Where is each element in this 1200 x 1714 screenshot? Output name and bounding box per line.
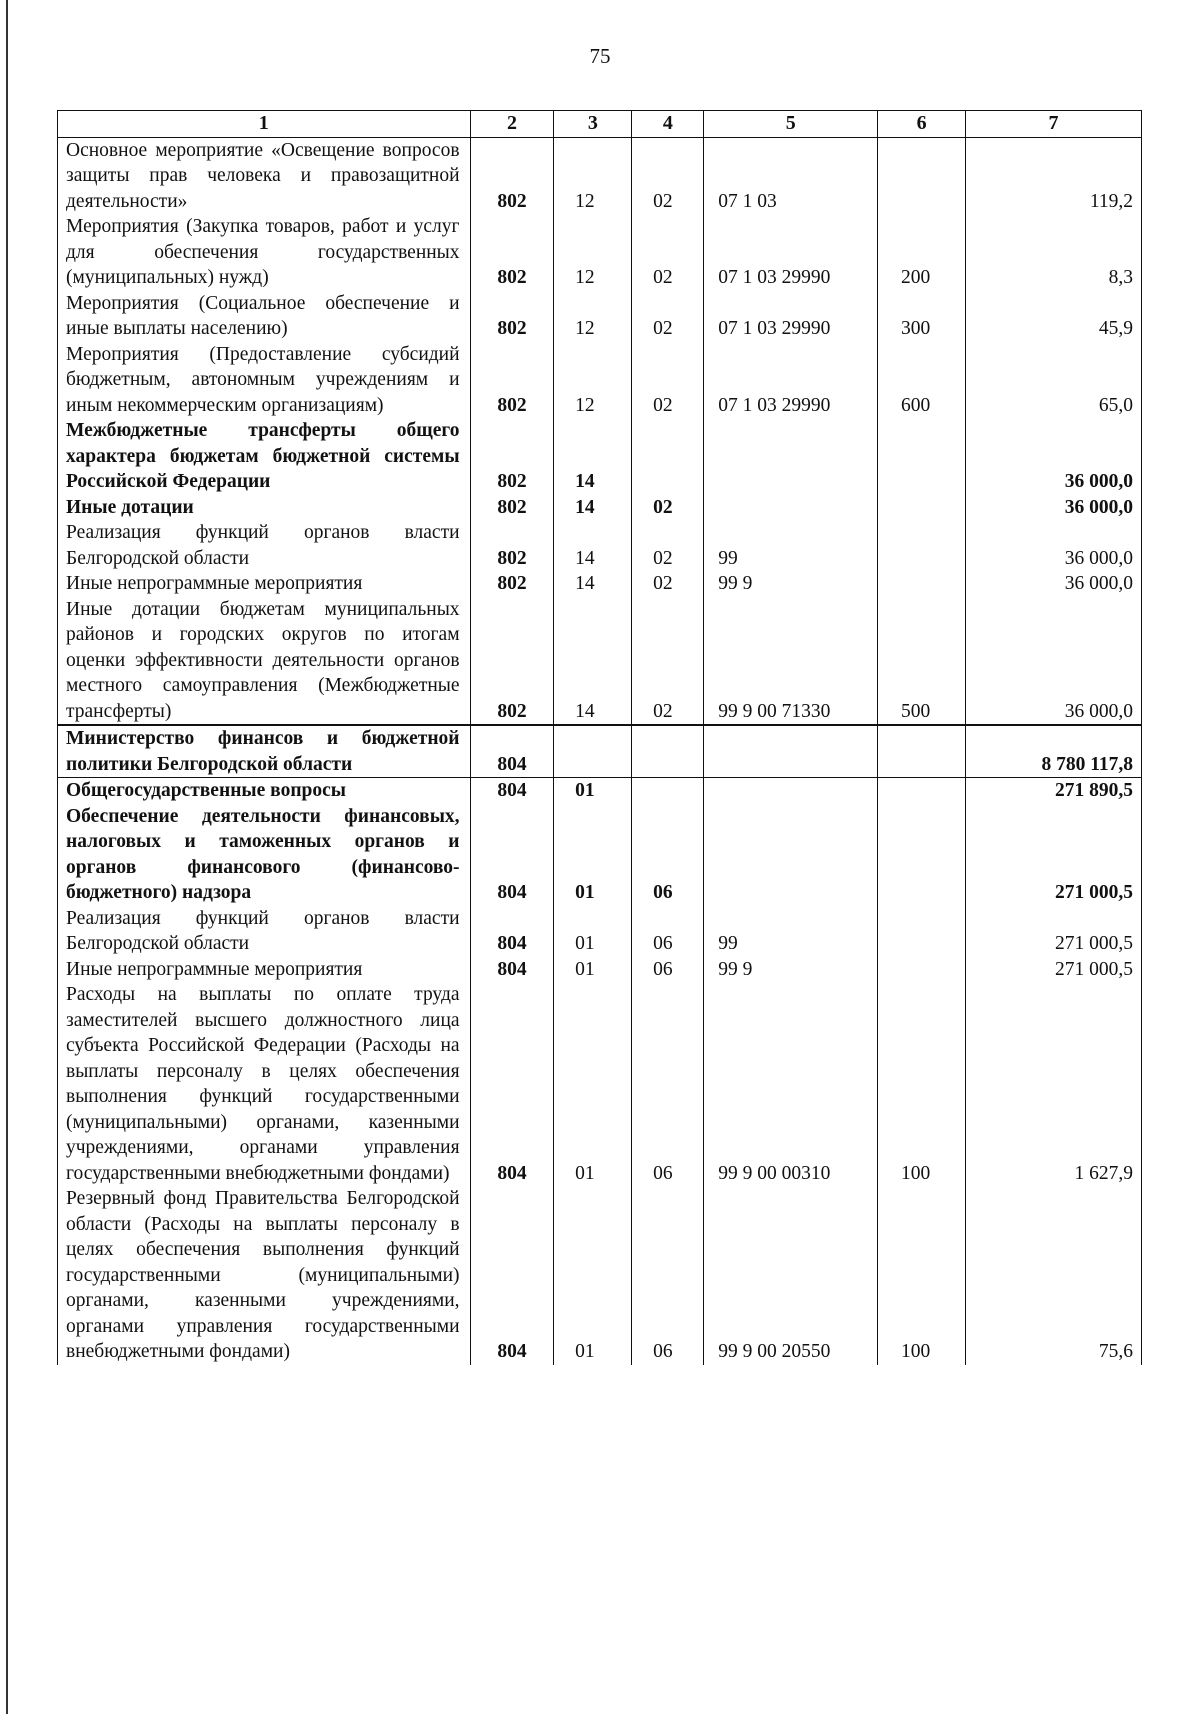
table-row bbox=[58, 342, 1142, 419]
row-section: 12 bbox=[554, 214, 632, 291]
row-amount: 75,6 bbox=[966, 1186, 1142, 1365]
row-name: Основное мероприятие «Освещение вопросов защиты прав человека и правозащитной деятельности» bbox=[58, 137, 471, 214]
row-section: 01 bbox=[554, 804, 632, 906]
table-row bbox=[58, 982, 1142, 1186]
row-section: 01 bbox=[554, 1186, 632, 1365]
row-adm: 802 bbox=[470, 137, 554, 214]
row-target-article: 07 1 03 bbox=[704, 137, 878, 214]
row-subsection: 02 bbox=[632, 571, 704, 597]
row-target-article: 99 9 00 20550 bbox=[704, 1186, 878, 1365]
page-number: 75 bbox=[589, 44, 611, 68]
table-row bbox=[58, 495, 1142, 521]
row-name: Иные непрограммные мероприятия bbox=[58, 571, 471, 597]
row-subsection: 06 bbox=[632, 906, 704, 957]
row-subsection: 06 bbox=[632, 1186, 704, 1365]
row-subsection: 06 bbox=[632, 982, 704, 1186]
row-subsection: 02 bbox=[632, 137, 704, 214]
row-target-article: 99 9 00 00310 bbox=[704, 982, 878, 1186]
row-subsection: 02 bbox=[632, 597, 704, 726]
header-col-2: 2 bbox=[470, 111, 554, 138]
header-col-4: 4 bbox=[632, 111, 704, 138]
row-name: Иные дотации бюджетам муниципальных районов и городских округов по итогам оценки эффективности деятельности органов местного самоуправления (Межбюджетные трансферты) bbox=[58, 597, 471, 726]
row-expense-type bbox=[878, 725, 966, 778]
row-name: Межбюджетные трансферты общего характера бюджетам бюджетной системы Российской Федерации bbox=[58, 418, 471, 495]
row-expense-type bbox=[878, 778, 966, 804]
row-name: Иные непрограммные мероприятия bbox=[58, 957, 471, 983]
table-row bbox=[58, 291, 1142, 342]
table-row bbox=[58, 906, 1142, 957]
table-row bbox=[58, 778, 1142, 804]
row-section: 01 bbox=[554, 778, 632, 804]
row-section: 12 bbox=[554, 342, 632, 419]
row-expense-type: 300 bbox=[878, 291, 966, 342]
row-name: Обеспечение деятельности финансовых, налоговых и таможенных органов и органов финансового (финансово-бюджетного) надзора bbox=[58, 804, 471, 906]
row-expense-type bbox=[878, 418, 966, 495]
row-subsection: 02 bbox=[632, 495, 704, 521]
table-row bbox=[58, 214, 1142, 291]
header-col-7: 7 bbox=[966, 111, 1142, 138]
row-adm: 802 bbox=[470, 418, 554, 495]
header-col-3: 3 bbox=[554, 111, 632, 138]
row-subsection: 02 bbox=[632, 214, 704, 291]
row-name: Мероприятия (Закупка товаров, работ и услуг для обеспечения государственных (муниципальных) нужд) bbox=[58, 214, 471, 291]
table-row bbox=[58, 957, 1142, 983]
row-amount: 271 000,5 bbox=[966, 957, 1142, 983]
row-adm: 802 bbox=[470, 291, 554, 342]
row-name: Реализация функций органов власти Белгородской области bbox=[58, 520, 471, 571]
table-row bbox=[58, 418, 1142, 495]
row-target-article bbox=[704, 418, 878, 495]
row-subsection: 02 bbox=[632, 520, 704, 571]
row-expense-type bbox=[878, 137, 966, 214]
row-subsection bbox=[632, 725, 704, 778]
row-adm: 802 bbox=[470, 342, 554, 419]
row-adm: 804 bbox=[470, 725, 554, 778]
row-section: 14 bbox=[554, 418, 632, 495]
table-row bbox=[58, 1186, 1142, 1365]
row-amount: 119,2 bbox=[966, 137, 1142, 214]
row-name: Резервный фонд Правительства Белгородской области (Расходы на выплаты персоналу в целях обеспечения выполнения функций государственными (муниципальными) органами, казенными учреждениями, органами управления государственными внебюджетными фондами) bbox=[58, 1186, 471, 1365]
row-target-article bbox=[704, 778, 878, 804]
row-subsection: 06 bbox=[632, 804, 704, 906]
row-subsection: 02 bbox=[632, 291, 704, 342]
row-amount: 36 000,0 bbox=[966, 495, 1142, 521]
row-expense-type bbox=[878, 957, 966, 983]
row-expense-type: 600 bbox=[878, 342, 966, 419]
row-section: 14 bbox=[554, 571, 632, 597]
row-section: 14 bbox=[554, 520, 632, 571]
row-adm: 802 bbox=[470, 495, 554, 521]
table-row bbox=[58, 520, 1142, 571]
row-name: Мероприятия (Предоставление субсидий бюджетным, автономным учреждениям и иным некоммерческим организациям) bbox=[58, 342, 471, 419]
row-section: 01 bbox=[554, 906, 632, 957]
row-amount: 36 000,0 bbox=[966, 597, 1142, 726]
row-expense-type bbox=[878, 495, 966, 521]
table-row bbox=[58, 597, 1142, 726]
row-expense-type bbox=[878, 906, 966, 957]
row-section: 12 bbox=[554, 137, 632, 214]
header-col-1: 1 bbox=[58, 111, 471, 138]
row-name: Реализация функций органов власти Белгородской области bbox=[58, 906, 471, 957]
row-expense-type bbox=[878, 804, 966, 906]
row-target-article bbox=[704, 725, 878, 778]
row-section bbox=[554, 725, 632, 778]
row-target-article: 07 1 03 29990 bbox=[704, 214, 878, 291]
row-adm: 804 bbox=[470, 1186, 554, 1365]
row-target-article: 07 1 03 29990 bbox=[704, 342, 878, 419]
row-adm: 804 bbox=[470, 957, 554, 983]
row-expense-type bbox=[878, 520, 966, 571]
row-subsection: 02 bbox=[632, 342, 704, 419]
row-adm: 802 bbox=[470, 214, 554, 291]
row-adm: 804 bbox=[470, 804, 554, 906]
header-col-6: 6 bbox=[878, 111, 966, 138]
row-expense-type: 100 bbox=[878, 982, 966, 1186]
row-amount: 36 000,0 bbox=[966, 571, 1142, 597]
row-target-article bbox=[704, 495, 878, 521]
row-name: Общегосударственные вопросы bbox=[58, 778, 471, 804]
row-amount: 8 780 117,8 bbox=[966, 725, 1142, 778]
row-adm: 802 bbox=[470, 571, 554, 597]
scan-margin-line bbox=[6, 0, 8, 1714]
row-section: 01 bbox=[554, 957, 632, 983]
row-subsection bbox=[632, 418, 704, 495]
row-target-article: 99 9 00 71330 bbox=[704, 597, 878, 726]
row-amount: 45,9 bbox=[966, 291, 1142, 342]
row-amount: 36 000,0 bbox=[966, 520, 1142, 571]
row-name: Расходы на выплаты по оплате труда заместителей высшего должностного лица субъекта Российской Федерации (Расходы на выплаты персоналу в целях обеспечения выполнения функций государственными (муниципальными) органами, казенными учреждениями, органами управления государственными внебюджетными фондами) bbox=[58, 982, 471, 1186]
row-name: Министерство финансов и бюджетной политики Белгородской области bbox=[58, 725, 471, 778]
row-target-article: 99 bbox=[704, 520, 878, 571]
table-row bbox=[58, 725, 1142, 778]
row-adm: 802 bbox=[470, 597, 554, 726]
row-adm: 802 bbox=[470, 520, 554, 571]
row-target-article: 99 9 bbox=[704, 571, 878, 597]
row-section: 14 bbox=[554, 597, 632, 726]
row-amount: 36 000,0 bbox=[966, 418, 1142, 495]
row-amount: 271 000,5 bbox=[966, 906, 1142, 957]
row-amount: 271 000,5 bbox=[966, 804, 1142, 906]
row-target-article: 07 1 03 29990 bbox=[704, 291, 878, 342]
header-col-5: 5 bbox=[704, 111, 878, 138]
table-row bbox=[58, 804, 1142, 906]
row-name: Иные дотации bbox=[58, 495, 471, 521]
row-target-article bbox=[704, 804, 878, 906]
row-section: 12 bbox=[554, 291, 632, 342]
table-row bbox=[58, 137, 1142, 214]
table-header-row bbox=[58, 111, 1142, 138]
row-name: Мероприятия (Социальное обеспечение и иные выплаты населению) bbox=[58, 291, 471, 342]
row-amount: 1 627,9 bbox=[966, 982, 1142, 1186]
row-amount: 271 890,5 bbox=[966, 778, 1142, 804]
row-expense-type: 500 bbox=[878, 597, 966, 726]
row-adm: 804 bbox=[470, 982, 554, 1186]
row-amount: 8,3 bbox=[966, 214, 1142, 291]
row-expense-type: 100 bbox=[878, 1186, 966, 1365]
row-amount: 65,0 bbox=[966, 342, 1142, 419]
row-expense-type: 200 bbox=[878, 214, 966, 291]
row-adm: 804 bbox=[470, 778, 554, 804]
table-row bbox=[58, 571, 1142, 597]
row-subsection bbox=[632, 778, 704, 804]
row-adm: 804 bbox=[470, 906, 554, 957]
row-section: 14 bbox=[554, 495, 632, 521]
row-section: 01 bbox=[554, 982, 632, 1186]
budget-table bbox=[57, 110, 1142, 1365]
row-target-article: 99 bbox=[704, 906, 878, 957]
row-expense-type bbox=[878, 571, 966, 597]
row-target-article: 99 9 bbox=[704, 957, 878, 983]
row-subsection: 06 bbox=[632, 957, 704, 983]
